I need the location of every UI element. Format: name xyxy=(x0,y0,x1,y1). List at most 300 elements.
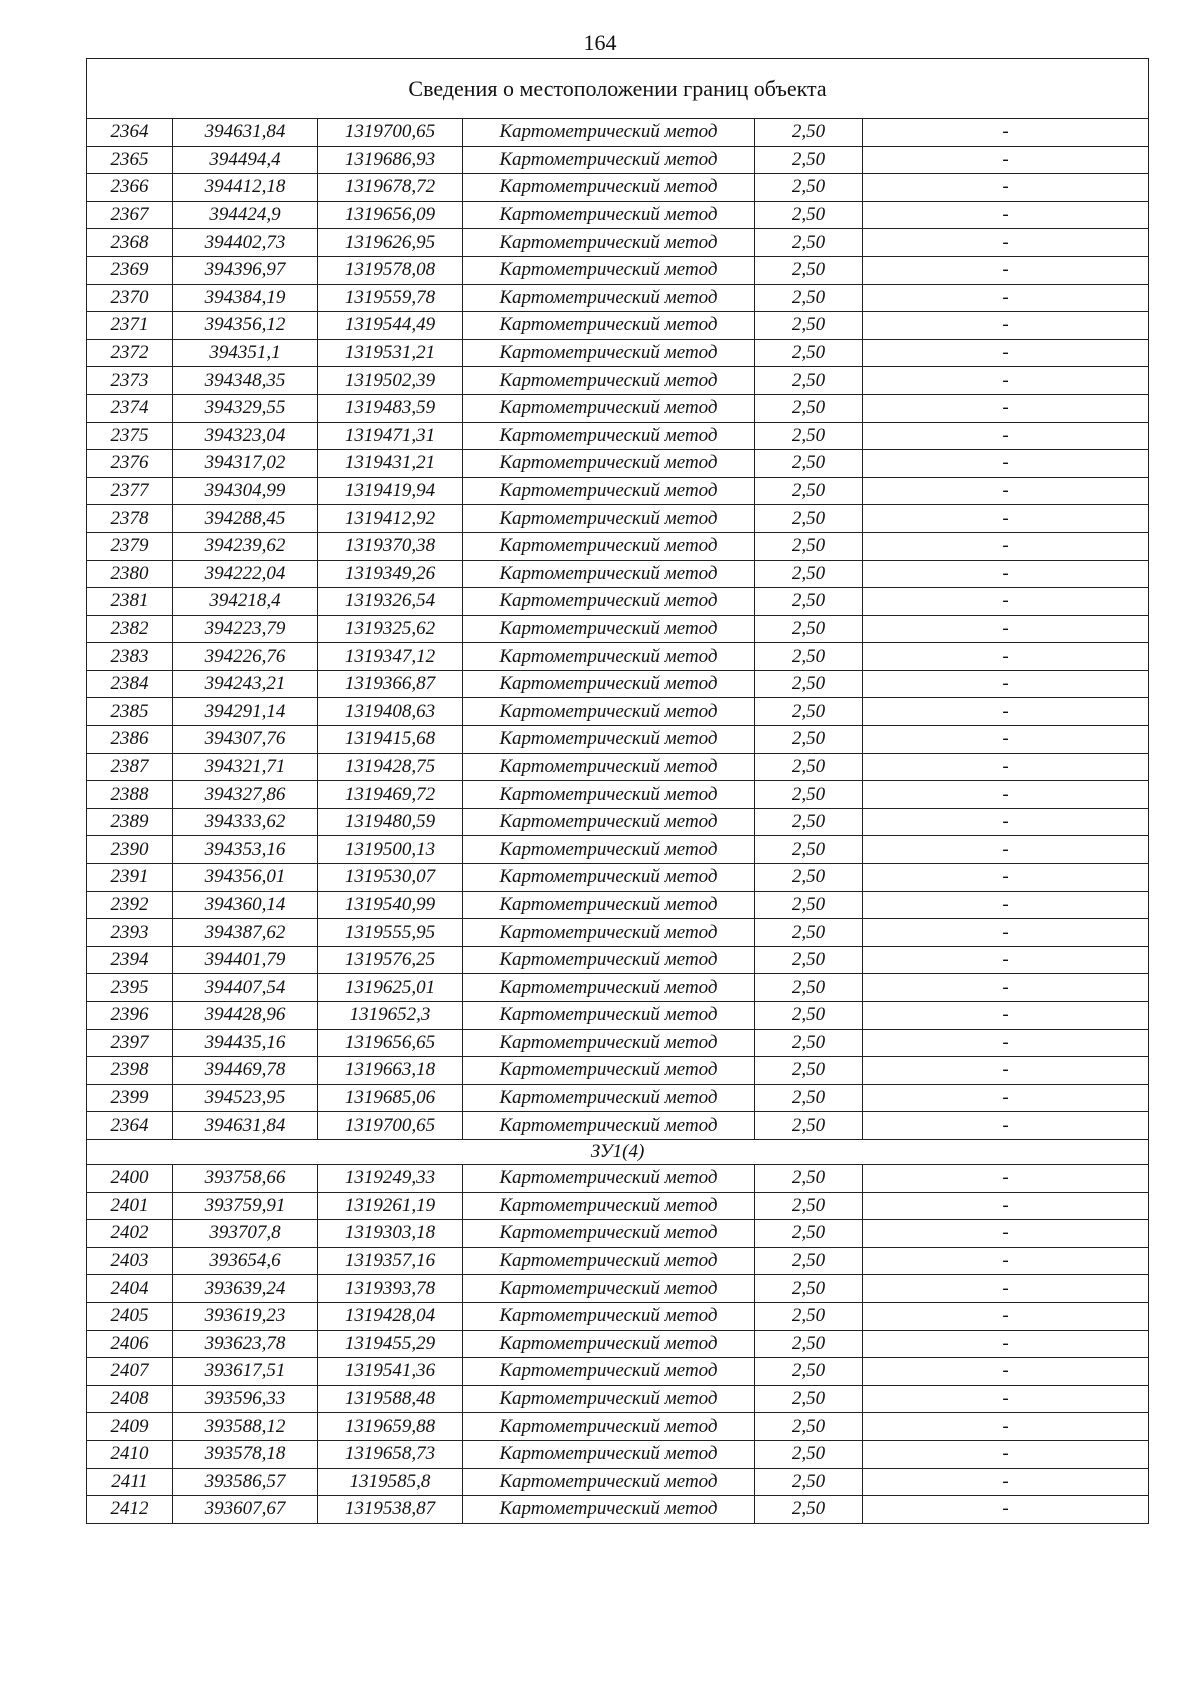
table-row xyxy=(87,505,1149,533)
x-coordinate-cell: 394321,71 xyxy=(173,753,318,781)
accuracy-cell: 2,50 xyxy=(755,256,863,284)
accuracy-cell: 2,50 xyxy=(755,422,863,450)
description-cell: - xyxy=(863,229,1149,257)
y-coordinate-cell: 1319663,18 xyxy=(318,1057,463,1085)
description-cell: - xyxy=(863,394,1149,422)
y-coordinate-cell: 1319659,88 xyxy=(318,1413,463,1441)
accuracy-cell: 2,50 xyxy=(755,1084,863,1112)
method-cell: Картометрический метод xyxy=(463,256,755,284)
point-number-cell: 2391 xyxy=(87,864,173,892)
x-coordinate-cell: 394348,35 xyxy=(173,367,318,395)
description-cell: - xyxy=(863,119,1149,147)
description-cell: - xyxy=(863,256,1149,284)
description-cell: - xyxy=(863,1413,1149,1441)
method-cell: Картометрический метод xyxy=(463,532,755,560)
accuracy-cell: 2,50 xyxy=(755,312,863,340)
y-coordinate-cell: 1319483,59 xyxy=(318,394,463,422)
x-coordinate-cell: 394353,16 xyxy=(173,836,318,864)
x-coordinate-cell: 394360,14 xyxy=(173,891,318,919)
table-row xyxy=(87,256,1149,284)
y-coordinate-cell: 1319531,21 xyxy=(318,339,463,367)
accuracy-cell: 2,50 xyxy=(755,1358,863,1386)
method-cell: Картометрический метод xyxy=(463,974,755,1002)
description-cell: - xyxy=(863,1029,1149,1057)
point-number-cell: 2405 xyxy=(87,1302,173,1330)
accuracy-cell: 2,50 xyxy=(755,1057,863,1085)
page-number: 164 xyxy=(583,30,617,55)
method-cell: Картометрический метод xyxy=(463,560,755,588)
y-coordinate-cell: 1319347,12 xyxy=(318,643,463,671)
point-number-cell: 2411 xyxy=(87,1468,173,1496)
point-number-cell: 2380 xyxy=(87,560,173,588)
y-coordinate-cell: 1319415,68 xyxy=(318,726,463,754)
accuracy-cell: 2,50 xyxy=(755,974,863,1002)
x-coordinate-cell: 394424,9 xyxy=(173,201,318,229)
x-coordinate-cell: 394396,97 xyxy=(173,256,318,284)
accuracy-cell: 2,50 xyxy=(755,753,863,781)
accuracy-cell: 2,50 xyxy=(755,781,863,809)
description-cell: - xyxy=(863,1112,1149,1140)
accuracy-cell: 2,50 xyxy=(755,394,863,422)
x-coordinate-cell: 393758,66 xyxy=(173,1164,318,1192)
x-coordinate-cell: 394288,45 xyxy=(173,505,318,533)
x-coordinate-cell: 394494,4 xyxy=(173,146,318,174)
point-number-cell: 2393 xyxy=(87,919,173,947)
accuracy-cell: 2,50 xyxy=(755,615,863,643)
x-coordinate-cell: 394239,62 xyxy=(173,532,318,560)
point-number-cell: 2367 xyxy=(87,201,173,229)
y-coordinate-cell: 1319538,87 xyxy=(318,1496,463,1524)
accuracy-cell: 2,50 xyxy=(755,698,863,726)
table-row xyxy=(87,698,1149,726)
method-cell: Картометрический метод xyxy=(463,1084,755,1112)
x-coordinate-cell: 394291,14 xyxy=(173,698,318,726)
table-row xyxy=(87,532,1149,560)
x-coordinate-cell: 393759,91 xyxy=(173,1192,318,1220)
accuracy-cell: 2,50 xyxy=(755,1112,863,1140)
table-row xyxy=(87,174,1149,202)
y-coordinate-cell: 1319349,26 xyxy=(318,560,463,588)
description-cell: - xyxy=(863,1247,1149,1275)
table-row xyxy=(87,422,1149,450)
description-cell: - xyxy=(863,1496,1149,1524)
method-cell: Картометрический метод xyxy=(463,753,755,781)
x-coordinate-cell: 394631,84 xyxy=(173,1112,318,1140)
boundary-coordinates-table xyxy=(86,58,1149,1524)
description-cell: - xyxy=(863,1275,1149,1303)
point-number-cell: 2410 xyxy=(87,1440,173,1468)
table-row xyxy=(87,1192,1149,1220)
accuracy-cell: 2,50 xyxy=(755,1002,863,1030)
table-row xyxy=(87,1496,1149,1524)
description-cell: - xyxy=(863,422,1149,450)
x-coordinate-cell: 393654,6 xyxy=(173,1247,318,1275)
method-cell: Картометрический метод xyxy=(463,670,755,698)
x-coordinate-cell: 393588,12 xyxy=(173,1413,318,1441)
y-coordinate-cell: 1319541,36 xyxy=(318,1358,463,1386)
y-coordinate-cell: 1319625,01 xyxy=(318,974,463,1002)
point-number-cell: 2404 xyxy=(87,1275,173,1303)
accuracy-cell: 2,50 xyxy=(755,1330,863,1358)
table-row xyxy=(87,753,1149,781)
y-coordinate-cell: 1319656,65 xyxy=(318,1029,463,1057)
x-coordinate-cell: 394631,84 xyxy=(173,119,318,147)
method-cell: Картометрический метод xyxy=(463,1164,755,1192)
x-coordinate-cell: 394356,01 xyxy=(173,864,318,892)
description-cell: - xyxy=(863,1192,1149,1220)
method-cell: Картометрический метод xyxy=(463,229,755,257)
table-row xyxy=(87,615,1149,643)
point-number-cell: 2397 xyxy=(87,1029,173,1057)
accuracy-cell: 2,50 xyxy=(755,1302,863,1330)
table-row xyxy=(87,836,1149,864)
y-coordinate-cell: 1319428,75 xyxy=(318,753,463,781)
y-coordinate-cell: 1319500,13 xyxy=(318,836,463,864)
description-cell: - xyxy=(863,1440,1149,1468)
y-coordinate-cell: 1319588,48 xyxy=(318,1385,463,1413)
y-coordinate-cell: 1319325,62 xyxy=(318,615,463,643)
table-row xyxy=(87,1302,1149,1330)
table-title-row xyxy=(87,59,1149,119)
point-number-cell: 2401 xyxy=(87,1192,173,1220)
y-coordinate-cell: 1319455,29 xyxy=(318,1330,463,1358)
x-coordinate-cell: 393707,8 xyxy=(173,1220,318,1248)
point-number-cell: 2382 xyxy=(87,615,173,643)
x-coordinate-cell: 393623,78 xyxy=(173,1330,318,1358)
accuracy-cell: 2,50 xyxy=(755,201,863,229)
description-cell: - xyxy=(863,284,1149,312)
method-cell: Картометрический метод xyxy=(463,1413,755,1441)
accuracy-cell: 2,50 xyxy=(755,119,863,147)
description-cell: - xyxy=(863,450,1149,478)
method-cell: Картометрический метод xyxy=(463,1302,755,1330)
point-number-cell: 2394 xyxy=(87,946,173,974)
table-row xyxy=(87,891,1149,919)
method-cell: Картометрический метод xyxy=(463,1358,755,1386)
method-cell: Картометрический метод xyxy=(463,1275,755,1303)
point-number-cell: 2388 xyxy=(87,781,173,809)
table-row xyxy=(87,1029,1149,1057)
description-cell: - xyxy=(863,367,1149,395)
point-number-cell: 2365 xyxy=(87,146,173,174)
table-row xyxy=(87,1164,1149,1192)
method-cell: Картометрический метод xyxy=(463,1029,755,1057)
description-cell: - xyxy=(863,974,1149,1002)
point-number-cell: 2389 xyxy=(87,808,173,836)
x-coordinate-cell: 394407,54 xyxy=(173,974,318,1002)
method-cell: Картометрический метод xyxy=(463,891,755,919)
x-coordinate-cell: 394218,4 xyxy=(173,588,318,616)
point-number-cell: 2372 xyxy=(87,339,173,367)
table-row xyxy=(87,808,1149,836)
method-cell: Картометрический метод xyxy=(463,1468,755,1496)
point-number-cell: 2398 xyxy=(87,1057,173,1085)
table-title: Сведения о местоположении границ объекта xyxy=(87,59,1149,119)
method-cell: Картометрический метод xyxy=(463,1440,755,1468)
description-cell: - xyxy=(863,808,1149,836)
description-cell: - xyxy=(863,1002,1149,1030)
point-number-cell: 2407 xyxy=(87,1358,173,1386)
description-cell: - xyxy=(863,505,1149,533)
x-coordinate-cell: 393586,57 xyxy=(173,1468,318,1496)
y-coordinate-cell: 1319685,06 xyxy=(318,1084,463,1112)
method-cell: Картометрический метод xyxy=(463,1385,755,1413)
method-cell: Картометрический метод xyxy=(463,477,755,505)
method-cell: Картометрический метод xyxy=(463,864,755,892)
table-row xyxy=(87,1084,1149,1112)
table-row xyxy=(87,1330,1149,1358)
description-cell: - xyxy=(863,836,1149,864)
method-cell: Картометрический метод xyxy=(463,1002,755,1030)
point-number-cell: 2379 xyxy=(87,532,173,560)
x-coordinate-cell: 394333,62 xyxy=(173,808,318,836)
accuracy-cell: 2,50 xyxy=(755,1413,863,1441)
y-coordinate-cell: 1319678,72 xyxy=(318,174,463,202)
description-cell: - xyxy=(863,1084,1149,1112)
point-number-cell: 2370 xyxy=(87,284,173,312)
point-number-cell: 2376 xyxy=(87,450,173,478)
point-number-cell: 2395 xyxy=(87,974,173,1002)
y-coordinate-cell: 1319357,16 xyxy=(318,1247,463,1275)
accuracy-cell: 2,50 xyxy=(755,808,863,836)
x-coordinate-cell: 393639,24 xyxy=(173,1275,318,1303)
accuracy-cell: 2,50 xyxy=(755,1029,863,1057)
method-cell: Картометрический метод xyxy=(463,505,755,533)
accuracy-cell: 2,50 xyxy=(755,1247,863,1275)
x-coordinate-cell: 393578,18 xyxy=(173,1440,318,1468)
point-number-cell: 2400 xyxy=(87,1164,173,1192)
y-coordinate-cell: 1319249,33 xyxy=(318,1164,463,1192)
description-cell: - xyxy=(863,946,1149,974)
method-cell: Картометрический метод xyxy=(463,1220,755,1248)
point-number-cell: 2377 xyxy=(87,477,173,505)
y-coordinate-cell: 1319471,31 xyxy=(318,422,463,450)
point-number-cell: 2378 xyxy=(87,505,173,533)
description-cell: - xyxy=(863,201,1149,229)
description-cell: - xyxy=(863,1468,1149,1496)
method-cell: Картометрический метод xyxy=(463,119,755,147)
point-number-cell: 2399 xyxy=(87,1084,173,1112)
y-coordinate-cell: 1319303,18 xyxy=(318,1220,463,1248)
method-cell: Картометрический метод xyxy=(463,422,755,450)
accuracy-cell: 2,50 xyxy=(755,919,863,947)
method-cell: Картометрический метод xyxy=(463,1112,755,1140)
y-coordinate-cell: 1319540,99 xyxy=(318,891,463,919)
table-row xyxy=(87,726,1149,754)
point-number-cell: 2374 xyxy=(87,394,173,422)
table-row xyxy=(87,339,1149,367)
x-coordinate-cell: 394304,99 xyxy=(173,477,318,505)
table-row xyxy=(87,588,1149,616)
table-row xyxy=(87,146,1149,174)
table-row xyxy=(87,367,1149,395)
table-row xyxy=(87,1358,1149,1386)
description-cell: - xyxy=(863,1220,1149,1248)
description-cell: - xyxy=(863,1302,1149,1330)
point-number-cell: 2371 xyxy=(87,312,173,340)
y-coordinate-cell: 1319686,93 xyxy=(318,146,463,174)
description-cell: - xyxy=(863,588,1149,616)
accuracy-cell: 2,50 xyxy=(755,229,863,257)
accuracy-cell: 2,50 xyxy=(755,1468,863,1496)
y-coordinate-cell: 1319626,95 xyxy=(318,229,463,257)
accuracy-cell: 2,50 xyxy=(755,1496,863,1524)
accuracy-cell: 2,50 xyxy=(755,1220,863,1248)
x-coordinate-cell: 394387,62 xyxy=(173,919,318,947)
method-cell: Картометрический метод xyxy=(463,1192,755,1220)
table-row xyxy=(87,450,1149,478)
method-cell: Картометрический метод xyxy=(463,919,755,947)
table-row xyxy=(87,201,1149,229)
x-coordinate-cell: 393596,33 xyxy=(173,1385,318,1413)
y-coordinate-cell: 1319530,07 xyxy=(318,864,463,892)
accuracy-cell: 2,50 xyxy=(755,588,863,616)
point-number-cell: 2403 xyxy=(87,1247,173,1275)
point-number-cell: 2385 xyxy=(87,698,173,726)
accuracy-cell: 2,50 xyxy=(755,946,863,974)
accuracy-cell: 2,50 xyxy=(755,1275,863,1303)
y-coordinate-cell: 1319700,65 xyxy=(318,119,463,147)
method-cell: Картометрический метод xyxy=(463,1330,755,1358)
table-row xyxy=(87,1413,1149,1441)
method-cell: Картометрический метод xyxy=(463,450,755,478)
x-coordinate-cell: 393619,23 xyxy=(173,1302,318,1330)
table-row xyxy=(87,670,1149,698)
table-row xyxy=(87,1247,1149,1275)
point-number-cell: 2364 xyxy=(87,119,173,147)
x-coordinate-cell: 394469,78 xyxy=(173,1057,318,1085)
x-coordinate-cell: 393617,51 xyxy=(173,1358,318,1386)
description-cell: - xyxy=(863,670,1149,698)
y-coordinate-cell: 1319393,78 xyxy=(318,1275,463,1303)
method-cell: Картометрический метод xyxy=(463,808,755,836)
method-cell: Картометрический метод xyxy=(463,312,755,340)
description-cell: - xyxy=(863,891,1149,919)
y-coordinate-cell: 1319370,38 xyxy=(318,532,463,560)
x-coordinate-cell: 394402,73 xyxy=(173,229,318,257)
point-number-cell: 2408 xyxy=(87,1385,173,1413)
table-row xyxy=(87,946,1149,974)
accuracy-cell: 2,50 xyxy=(755,146,863,174)
description-cell: - xyxy=(863,339,1149,367)
point-number-cell: 2383 xyxy=(87,643,173,671)
method-cell: Картометрический метод xyxy=(463,698,755,726)
description-cell: - xyxy=(863,532,1149,560)
y-coordinate-cell: 1319555,95 xyxy=(318,919,463,947)
y-coordinate-cell: 1319326,54 xyxy=(318,588,463,616)
x-coordinate-cell: 394243,21 xyxy=(173,670,318,698)
accuracy-cell: 2,50 xyxy=(755,560,863,588)
x-coordinate-cell: 394327,86 xyxy=(173,781,318,809)
description-cell: - xyxy=(863,698,1149,726)
method-cell: Картометрический метод xyxy=(463,174,755,202)
description-cell: - xyxy=(863,1385,1149,1413)
method-cell: Картометрический метод xyxy=(463,201,755,229)
accuracy-cell: 2,50 xyxy=(755,339,863,367)
x-coordinate-cell: 393607,67 xyxy=(173,1496,318,1524)
description-cell: - xyxy=(863,615,1149,643)
accuracy-cell: 2,50 xyxy=(755,367,863,395)
accuracy-cell: 2,50 xyxy=(755,643,863,671)
accuracy-cell: 2,50 xyxy=(755,1440,863,1468)
y-coordinate-cell: 1319656,09 xyxy=(318,201,463,229)
accuracy-cell: 2,50 xyxy=(755,864,863,892)
point-number-cell: 2368 xyxy=(87,229,173,257)
description-cell: - xyxy=(863,919,1149,947)
point-number-cell: 2369 xyxy=(87,256,173,284)
y-coordinate-cell: 1319559,78 xyxy=(318,284,463,312)
description-cell: - xyxy=(863,1330,1149,1358)
method-cell: Картометрический метод xyxy=(463,1247,755,1275)
y-coordinate-cell: 1319578,08 xyxy=(318,256,463,284)
y-coordinate-cell: 1319261,19 xyxy=(318,1192,463,1220)
y-coordinate-cell: 1319480,59 xyxy=(318,808,463,836)
method-cell: Картометрический метод xyxy=(463,836,755,864)
point-number-cell: 2412 xyxy=(87,1496,173,1524)
y-coordinate-cell: 1319469,72 xyxy=(318,781,463,809)
table-row xyxy=(87,919,1149,947)
accuracy-cell: 2,50 xyxy=(755,1385,863,1413)
method-cell: Картометрический метод xyxy=(463,726,755,754)
description-cell: - xyxy=(863,1358,1149,1386)
section-header-row xyxy=(87,1139,1149,1164)
description-cell: - xyxy=(863,174,1149,202)
table-row xyxy=(87,560,1149,588)
accuracy-cell: 2,50 xyxy=(755,477,863,505)
accuracy-cell: 2,50 xyxy=(755,174,863,202)
y-coordinate-cell: 1319428,04 xyxy=(318,1302,463,1330)
table-row xyxy=(87,1220,1149,1248)
x-coordinate-cell: 394329,55 xyxy=(173,394,318,422)
table-row xyxy=(87,119,1149,147)
accuracy-cell: 2,50 xyxy=(755,450,863,478)
x-coordinate-cell: 394317,02 xyxy=(173,450,318,478)
table-row xyxy=(87,643,1149,671)
description-cell: - xyxy=(863,477,1149,505)
method-cell: Картометрический метод xyxy=(463,781,755,809)
method-cell: Картометрический метод xyxy=(463,643,755,671)
method-cell: Картометрический метод xyxy=(463,1057,755,1085)
y-coordinate-cell: 1319431,21 xyxy=(318,450,463,478)
method-cell: Картометрический метод xyxy=(463,367,755,395)
method-cell: Картометрический метод xyxy=(463,588,755,616)
accuracy-cell: 2,50 xyxy=(755,1192,863,1220)
table-row xyxy=(87,1057,1149,1085)
y-coordinate-cell: 1319408,63 xyxy=(318,698,463,726)
x-coordinate-cell: 394307,76 xyxy=(173,726,318,754)
accuracy-cell: 2,50 xyxy=(755,670,863,698)
table-row xyxy=(87,312,1149,340)
method-cell: Картометрический метод xyxy=(463,284,755,312)
method-cell: Картометрический метод xyxy=(463,339,755,367)
x-coordinate-cell: 394384,19 xyxy=(173,284,318,312)
accuracy-cell: 2,50 xyxy=(755,532,863,560)
description-cell: - xyxy=(863,864,1149,892)
method-cell: Картометрический метод xyxy=(463,946,755,974)
point-number-cell: 2384 xyxy=(87,670,173,698)
table-row xyxy=(87,1440,1149,1468)
y-coordinate-cell: 1319412,92 xyxy=(318,505,463,533)
x-coordinate-cell: 394428,96 xyxy=(173,1002,318,1030)
y-coordinate-cell: 1319576,25 xyxy=(318,946,463,974)
point-number-cell: 2402 xyxy=(87,1220,173,1248)
point-number-cell: 2381 xyxy=(87,588,173,616)
y-coordinate-cell: 1319544,49 xyxy=(318,312,463,340)
table-row xyxy=(87,864,1149,892)
y-coordinate-cell: 1319700,65 xyxy=(318,1112,463,1140)
x-coordinate-cell: 394222,04 xyxy=(173,560,318,588)
point-number-cell: 2373 xyxy=(87,367,173,395)
